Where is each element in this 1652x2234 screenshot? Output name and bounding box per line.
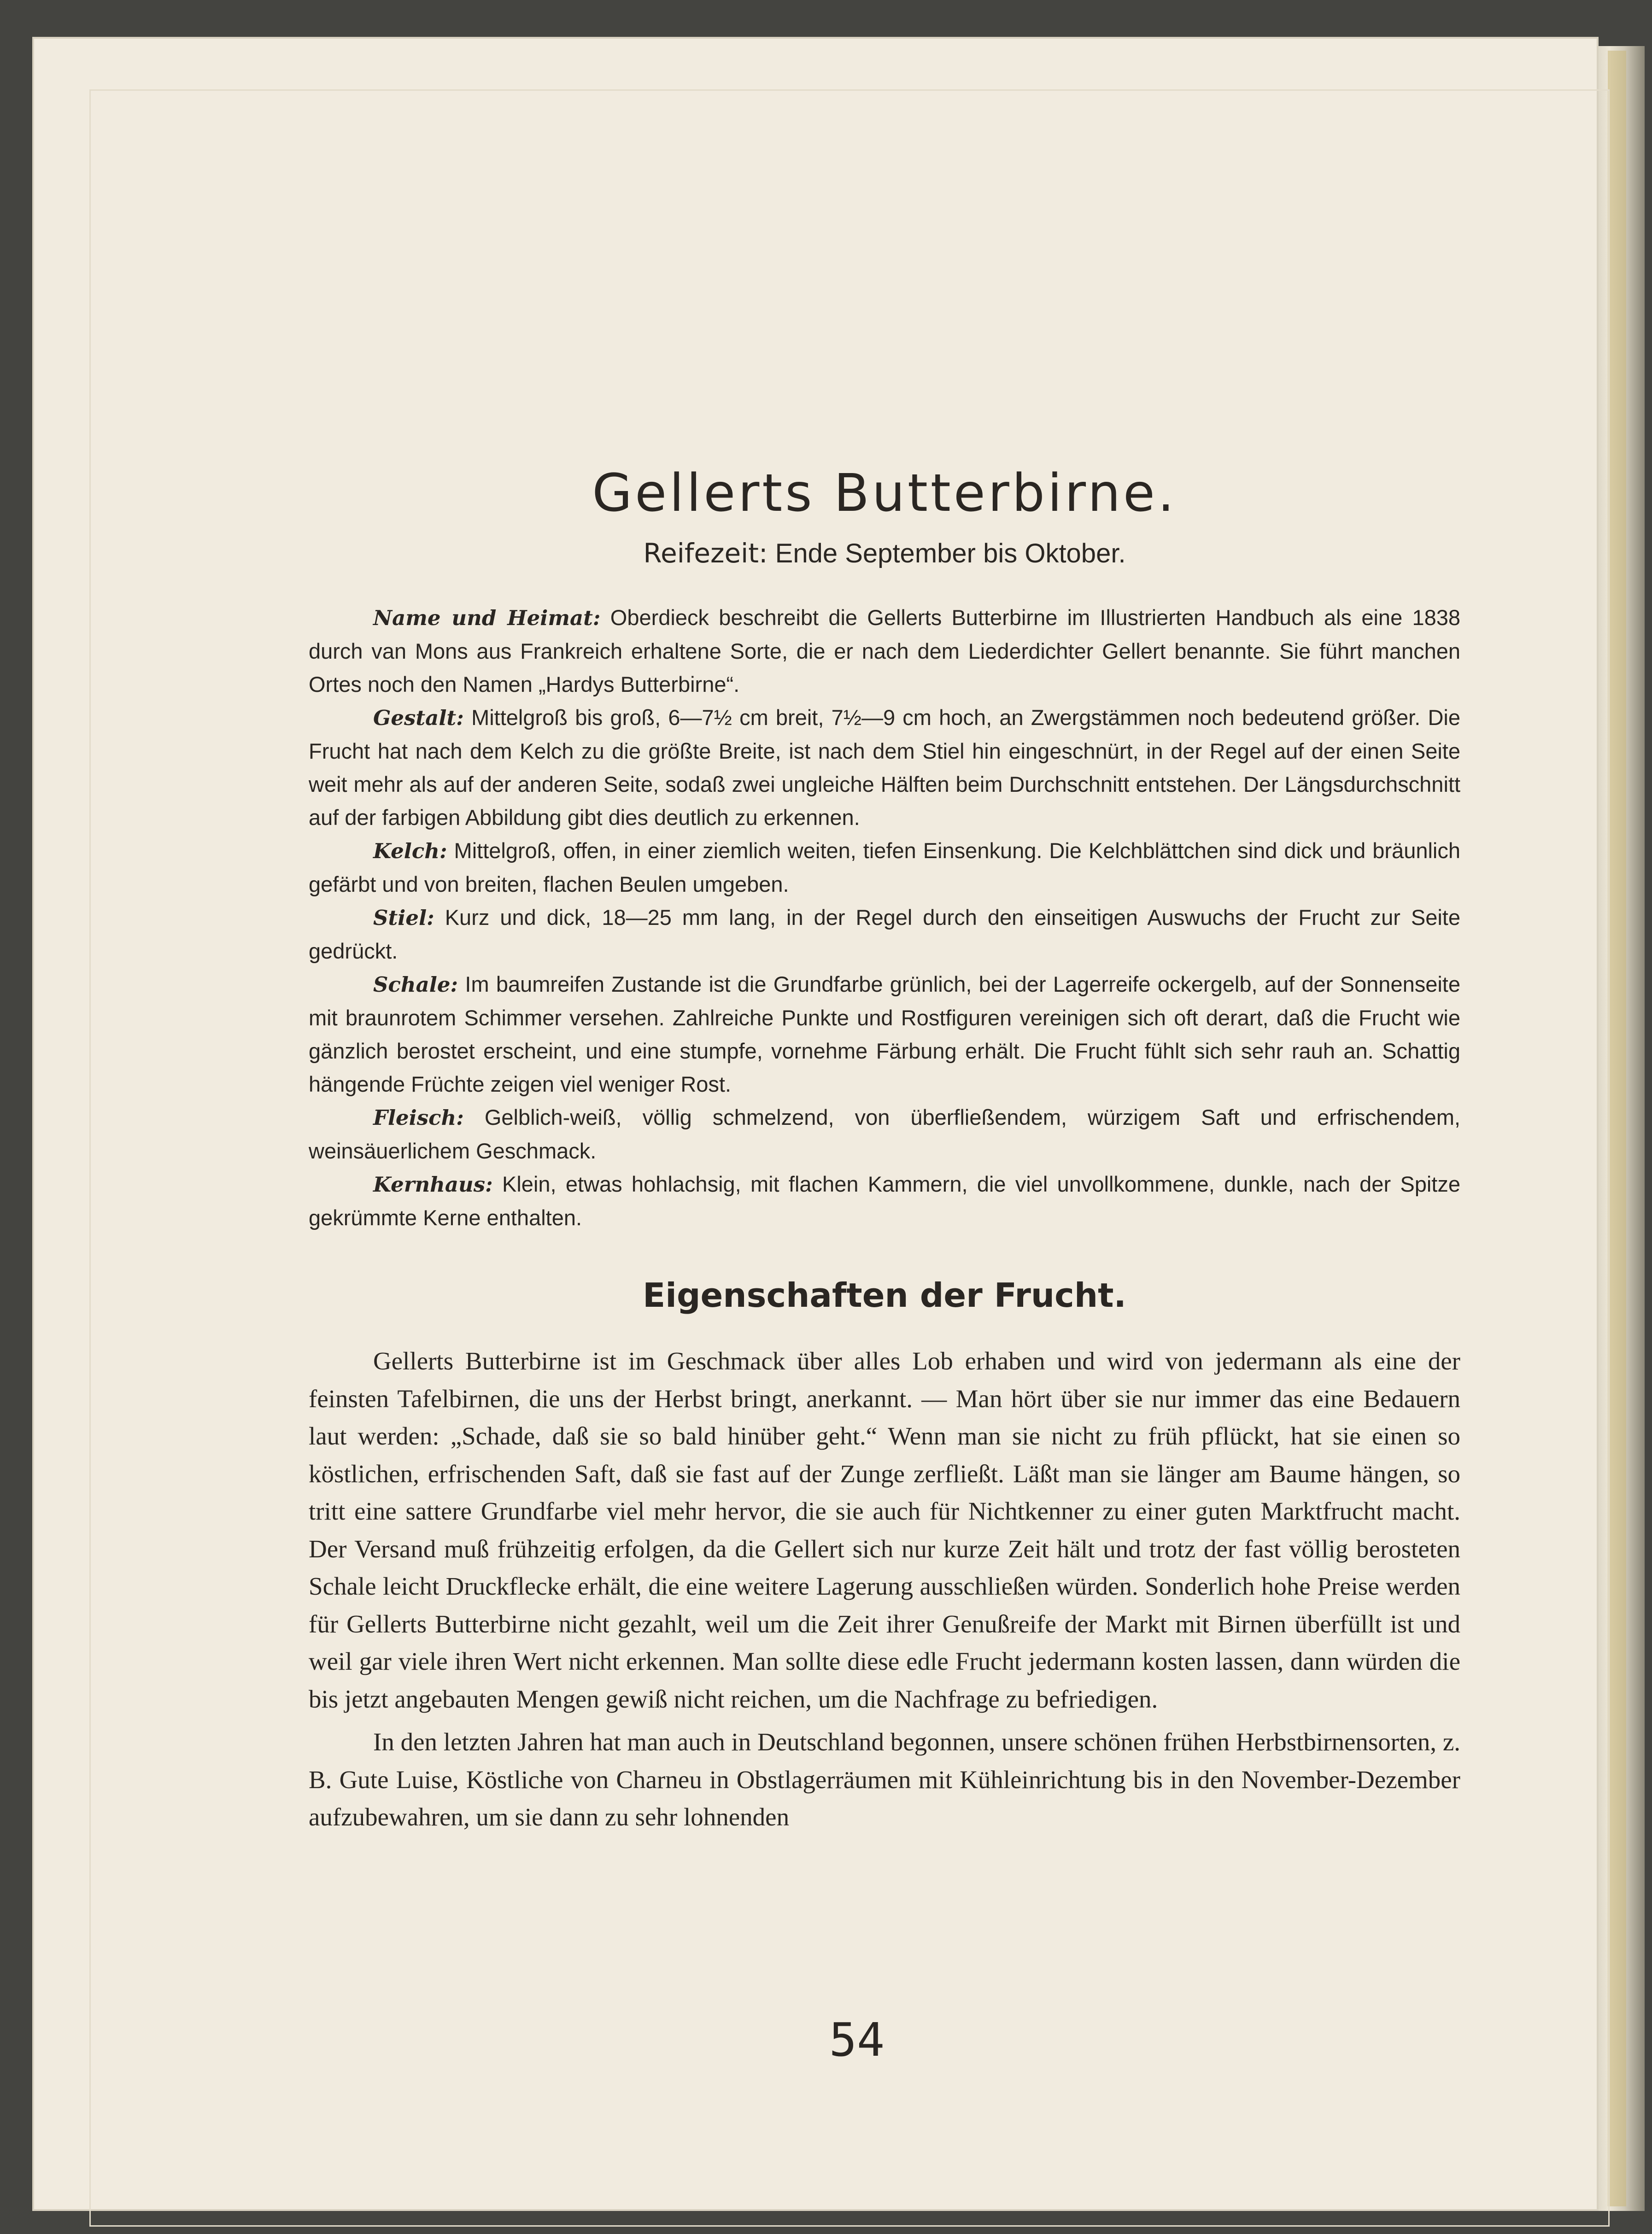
entry-text: Mittelgroß, offen, in einer ziemlich weiten, tiefen Einsenkung. Die Kelchblättchen sind dick und bräunlich gefärbt und von breiten, flachen Beulen umgeben. [309, 838, 1460, 897]
section-heading: Eigenschaften der Frucht. [643, 1276, 1126, 1315]
entry-text: Gelblich-weiß, völlig schmelzend, von überfließendem, würzigem Saft und erfrischendem, weinsäuerlichem Geschmack. [309, 1105, 1460, 1164]
page-content [309, 465, 1460, 1842]
entry-text: Oberdieck beschreibt die Gellerts Butterbirne im Illustrierten Handbuch als eine 1838 durch van Mons aus Frankreich erhaltene Sorte, die er nach dem Liederdichter Gellert benannte. Sie führt manchen Ortes noch den Namen „Hardys Butterbirne“. [309, 605, 1461, 697]
entry-gestalt [309, 701, 1460, 834]
page-title: Gellerts Butterbirne. [592, 463, 1177, 523]
entry-label: Fleisch: [373, 1105, 464, 1130]
entry-text: Im baumreifen Zustande ist die Grundfarbe grünlich, bei der Lagerreife ockergelb, auf der Sonnenseite mit braunrotem Schimmer versehen. Zahlreiche Punkte und Rostfiguren vereinigen sich oft derart, daß die Frucht wie gänzlich berostet erscheint, und eine stumpfe, vornehme Färbung erhält. Die Frucht fühlt sich sehr rauh an. Schattig hängende Früchte zeigen viel weniger Rost. [309, 972, 1461, 1097]
ripeness-value: Ende September bis Oktober. [775, 538, 1126, 569]
body-paragraph: Gellerts Butterbirne ist im Geschmack über alles Lob erhaben und wird von jedermann als eine der feinsten Tafelbirnen, die uns der Herbst bringt, anerkannt. — Man hört über sie nur immer das eine Bedauern laut werden: „Schade, daß sie so bald hinüber geht.“ Wenn man sie nicht zu früh pflückt, hat sie einen so köstlichen, erfrischenden Saft, daß sie fast auf der Zunge zerfließt. Läßt man sie länger am Baume hängen, so tritt eine sattere Grundfarbe viel mehr hervor, die sie auch für Nichtkenner zu einer guten Marktfrucht macht. Der Versand muß frühzeitig erfolgen, da die Gellert sich nur kurze Zeit hält und trotz der fast völlig berosteten Schale leicht Druckflecke erhält, die eine weitere Lagerung ausschließen würden. Sonderlich hohe Preise werden für Gellerts Butterbirne nicht gezahlt, weil um die Zeit ihrer Genußreife der Markt mit Birnen überfüllt ist und weil gar viele ihren Wert nicht erkennen. Man sollte diese edle Frucht jedermann kosten lassen, dann würden die bis jetzt angebauten Mengen gewiß nicht reichen, um die Nachfrage zu befriedigen. [309, 1347, 1460, 1713]
entry-label: Schale: [373, 972, 458, 997]
entry-text: Kurz und dick, 18—25 mm lang, in der Regel durch den einseitigen Auswuchs der Frucht zur Seite gedrückt. [309, 905, 1460, 964]
page-number: 54 [829, 2013, 885, 2067]
entry-stiel [309, 901, 1460, 968]
ripeness-line [309, 538, 1460, 569]
binding-edge [1608, 51, 1626, 2206]
entry-schale [309, 968, 1460, 1101]
entry-label: Gestalt: [373, 706, 464, 731]
body-paragraph: In den letzten Jahren hat man auch in Deutschland begonnen, unsere schönen frühen Herbstbirnensorten, z. B. Gute Luise, Köstliche von Charneu in Obstlagerräumen mit Kühleinrichtung bis in den November-Dezember aufzubewahren, um sie dann zu sehr lohnenden [309, 1728, 1460, 1831]
entry-label: Kernhaus: [373, 1172, 493, 1197]
entry-label: Stiel: [373, 906, 434, 930]
entry-kernhaus [309, 1168, 1460, 1234]
entry-text: Klein, etwas hohlachsig, mit flachen Kammern, die viel unvollkommene, dunkle, nach der Spitze gekrümmte Kerne enthalten. [309, 1172, 1460, 1230]
entry-label: Kelch: [373, 839, 447, 864]
entry-name-heimat [309, 601, 1460, 701]
description-list [309, 601, 1460, 1234]
ripeness-label: Reifezeit: [643, 538, 768, 569]
entry-text: Mittelgroß bis groß, 6—7½ cm breit, 7½—9 cm hoch, an Zwergstämmen noch bedeutend größer. Die Frucht hat nach dem Kelch zu die größte Breite, ist nach dem Stiel hin eingeschnürt, in der Regel auf der einen Seite weit mehr als auf der anderen Seite, sodaß zwei ungleiche Hälften beim Durchschnitt entstehen. Der Längsdurchschnitt auf der farbigen Abbildung gibt dies deutlich zu erkennen. [309, 705, 1461, 830]
entry-kelch [309, 834, 1460, 901]
entry-fleisch [309, 1101, 1460, 1168]
entry-label: Name und Heimat: [373, 606, 601, 631]
